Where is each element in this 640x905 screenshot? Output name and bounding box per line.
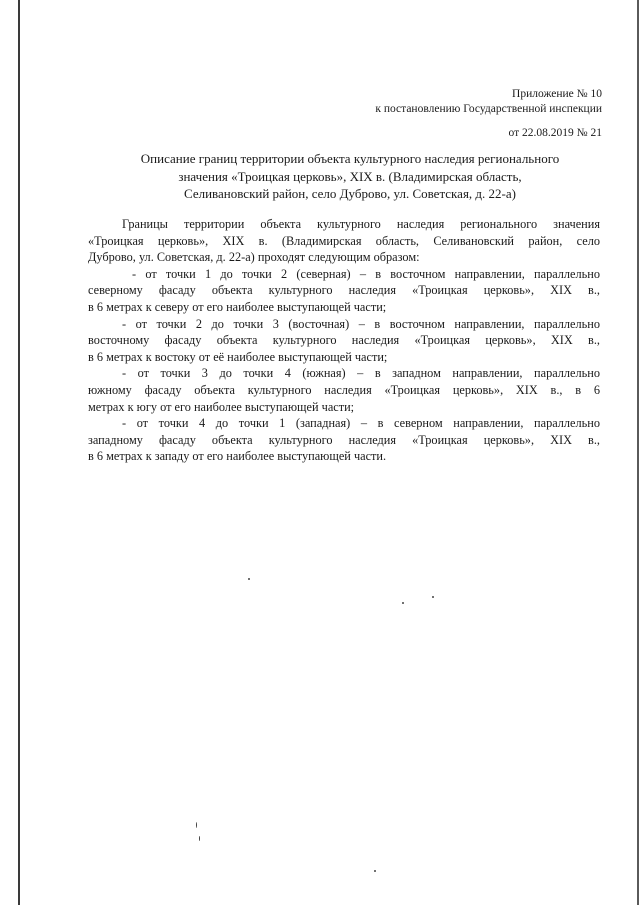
title-line: Селивановский район, село Дуброво, ул. Советская, д. 22-а) (184, 186, 516, 201)
body-line: - от точки 4 до точки 1 (западная) – в северном направлении, параллельно (122, 416, 600, 431)
body-line: южному фасаду объекта культурного наследия «Троицкая церковь», XIX в., в 6 (88, 382, 600, 397)
scan-speck (248, 578, 250, 580)
scan-speck (199, 836, 200, 841)
scan-speck (196, 822, 197, 828)
body-line: Дуброво, ул. Советская, д. 22-а) проходят следующим образом: (88, 250, 420, 265)
scan-speck (432, 596, 434, 598)
body-line: западному фасаду объекта культурного наследия «Троицкая церковь», XIX в., (88, 432, 600, 447)
date-number-line: от 22.08.2019 № 21 (508, 127, 602, 139)
body-line: в 6 метрах к западу от его наиболее выступающей части. (88, 449, 387, 464)
issuer-line: к постановлению Государственной инспекции (375, 103, 602, 115)
scan-edge-left (18, 0, 20, 905)
body-line: в 6 метрах к востоку от её наиболее выступающей части; (88, 349, 388, 364)
document-body (88, 216, 600, 465)
body-line: - от точки 3 до точки 4 (южная) – в западном направлении, параллельно (122, 366, 600, 381)
scan-edge-right (637, 0, 639, 905)
body-line: в 6 метрах к северу от его наиболее выступающей части; (88, 299, 387, 314)
body-line: северному фасаду объекта культурного наследия «Троицкая церковь», XIX в., (88, 283, 600, 298)
body-line: восточному фасаду объекта культурного наследия «Троицкая церковь», XIX в., (88, 333, 600, 348)
body-line: Границы территории объекта культурного наследия регионального значения (122, 217, 600, 231)
scan-speck (402, 602, 404, 604)
appendix-label: Приложение № 10 (512, 88, 602, 100)
body-line: - от точки 2 до точки 3 (восточная) – в восточном направлении, параллельно (122, 316, 600, 331)
scan-speck (374, 870, 376, 872)
body-line: метрах к югу от его наиболее выступающей части; (88, 399, 355, 414)
document-title (95, 150, 605, 203)
body-line: «Троицкая церковь», XIX в. (Владимирская область, Селивановский район, село (88, 233, 600, 248)
title-line: Описание границ территории объекта культурного наследия регионального (140, 151, 560, 166)
title-line: значения «Троицкая церковь», XIX в. (Владимирская область, (178, 168, 522, 184)
body-line: - от точки 1 до точки 2 (северная) – в восточном направлении, параллельно (132, 266, 600, 281)
